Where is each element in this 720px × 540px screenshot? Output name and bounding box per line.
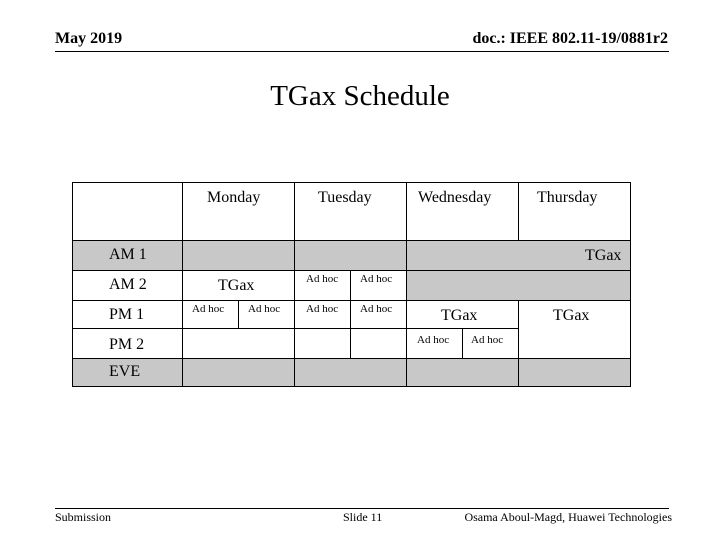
am2-tuesday-adhoc-2 (350, 270, 407, 301)
am1-tuesday (294, 240, 407, 271)
slot-cell-eve (72, 358, 183, 387)
am2-monday-tgax (182, 270, 295, 301)
pm1-wednesday-tgax-label: TGax (441, 307, 478, 324)
footer-divider (55, 508, 669, 509)
footer-slide-number: Slide 11 (343, 510, 383, 524)
adhoc-label: Ad hoc (192, 303, 225, 315)
am2-tuesday-adhoc-1 (294, 270, 351, 301)
pm2-monday (182, 328, 295, 359)
header-date: May 2019 (55, 30, 123, 47)
pm1-tuesday-adhoc-2 (350, 300, 407, 329)
adhoc-label: Ad hoc (417, 334, 450, 346)
pm2-wednesday-adhoc-2 (462, 328, 519, 359)
pm2-wednesday-adhoc-1 (406, 328, 463, 359)
slot-label-pm2: PM 2 (109, 336, 145, 353)
header-cell-thursday (518, 182, 631, 241)
day-label-wednesday: Wednesday (418, 189, 492, 206)
adhoc-label: Ad hoc (360, 273, 393, 285)
day-label-tuesday: Tuesday (318, 189, 372, 206)
header-cell-wednesday (406, 182, 519, 241)
corner-cell (72, 182, 183, 241)
am1-wed-thu (406, 240, 631, 271)
slot-label-eve: EVE (109, 363, 141, 380)
pm1-wednesday-tgax (406, 300, 519, 329)
day-label-monday: Monday (207, 189, 261, 206)
pm1-tuesday-adhoc-1 (294, 300, 351, 329)
adhoc-label: Ad hoc (306, 273, 339, 285)
footer-submission: Submission (55, 510, 112, 524)
am2-wed-thu (406, 270, 631, 301)
adhoc-label: Ad hoc (306, 303, 339, 315)
header-doc-id: doc.: IEEE 802.11-19/0881r2 (472, 30, 668, 47)
pm1-pm2-thursday-tgax (518, 300, 631, 359)
pm1-monday-adhoc-1 (182, 300, 239, 329)
slot-cell-am2 (72, 270, 183, 301)
slot-label-am2: AM 2 (109, 276, 147, 293)
pm2-tuesday-2 (350, 328, 407, 359)
day-label-thursday: Thursday (537, 189, 598, 206)
adhoc-label: Ad hoc (360, 303, 393, 315)
eve-thursday (518, 358, 631, 387)
am2-monday-tgax-label: TGax (218, 277, 255, 294)
thursday-tgax-label: TGax (553, 307, 590, 324)
slot-label-am1: AM 1 (109, 246, 147, 263)
am1-tgax-label: TGax (585, 247, 622, 264)
header-cell-monday (182, 182, 295, 241)
adhoc-label: Ad hoc (248, 303, 281, 315)
pm1-monday-adhoc-2 (238, 300, 295, 329)
slot-label-pm1: PM 1 (109, 306, 145, 323)
pm2-tuesday-1 (294, 328, 351, 359)
footer-author: Osama Aboul-Magd, Huawei Technologies (464, 510, 672, 524)
slot-cell-pm2 (72, 328, 183, 359)
eve-monday (182, 358, 295, 387)
eve-wednesday (406, 358, 519, 387)
slot-cell-pm1 (72, 300, 183, 329)
header-cell-tuesday (294, 182, 407, 241)
slide-title: TGax Schedule (270, 80, 450, 112)
eve-tuesday (294, 358, 407, 387)
adhoc-label: Ad hoc (471, 334, 504, 346)
slot-cell-am1 (72, 240, 183, 271)
header-divider (55, 51, 669, 52)
am1-monday (182, 240, 295, 271)
